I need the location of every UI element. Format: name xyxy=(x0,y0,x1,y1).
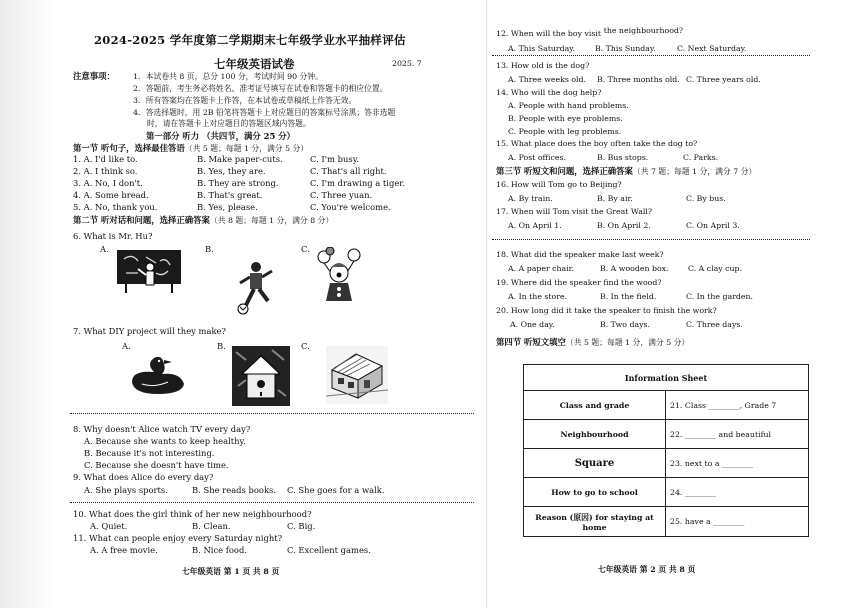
q1-option-b: B. Make paper-cuts. xyxy=(197,154,283,164)
q8-question: 8. Why doesn't Alice watch TV every day? xyxy=(73,424,251,434)
q17-question: 17. When will Tom visit the Great Wall? xyxy=(496,207,653,216)
sec1-title: 第一节 听句子，选择最佳答语 xyxy=(73,143,185,153)
q15-question: 15. What place does the boy often take the dog to? xyxy=(496,139,698,148)
row-label-square: Square xyxy=(524,449,666,478)
q18-option-a: A. A paper chair. xyxy=(508,264,575,273)
sec4-heading xyxy=(496,336,689,348)
exam-date: 2025. 7 xyxy=(392,59,422,68)
q18-option-c: C. A clay cup. xyxy=(688,264,743,273)
information-sheet-table xyxy=(523,364,809,537)
page-divider xyxy=(486,0,487,608)
row-value-23: 23. next to a ________ xyxy=(666,449,809,478)
q17-option-a: A. On April 1. xyxy=(508,221,562,230)
q2-option-a: 2. A. I think so. xyxy=(73,166,138,176)
q16-option-c: C. By bus. xyxy=(686,194,726,203)
exam-title: 2024-2025 学年度第二学期期末七年级学业水平抽样评估 xyxy=(94,33,406,47)
q1-option-c: C. I'm busy. xyxy=(310,154,359,164)
q12-option-c: C. Next Saturday. xyxy=(677,44,747,53)
sec3-heading xyxy=(496,165,756,177)
row-label-neighbourhood: Neighbourhood xyxy=(524,420,666,449)
q12-text-a: 12. When will the boy visit xyxy=(496,29,602,38)
q14-question: 14. Who will the dog help? xyxy=(496,88,602,97)
q20-option-b: B. Two days. xyxy=(600,320,650,329)
wooden-duck-picture xyxy=(126,352,188,398)
q17-option-b: B. On April 2. xyxy=(597,221,651,230)
q14-option-c: C. People with leg problems. xyxy=(508,127,622,136)
q6-question: 6. What is Mr. Hu? xyxy=(73,231,153,241)
q12-text-b: the neighbourhood? xyxy=(603,26,684,35)
sec3-title: 第三节 听短文和问题，选择正确答案 xyxy=(496,166,633,176)
q16-option-a: A. By train. xyxy=(508,194,553,203)
page2-footer: 七年级英语 第 2 页 共 8 页 xyxy=(598,565,696,574)
q5-option-b: B. Yes, please. xyxy=(197,202,258,212)
page2-separator-1 xyxy=(492,55,810,56)
q15-option-a: A. Post offices. xyxy=(508,153,567,162)
q9-option-c: C. She goes for a walk. xyxy=(287,485,385,495)
q6-label-a: A. xyxy=(100,244,109,254)
row-value-22: 22. ________ and beautiful xyxy=(666,420,809,449)
birdhouse-picture xyxy=(232,346,290,406)
q16-option-b: B. By air. xyxy=(597,194,633,203)
q7-label-b: B. xyxy=(217,341,226,351)
q11-option-c: C. Excellent games. xyxy=(287,545,371,555)
q20-option-c: C. Three days. xyxy=(686,320,743,329)
q3-option-a: 3. A. No, I don't. xyxy=(73,178,143,188)
q16-question: 16. How will Tom go to Beijing? xyxy=(496,180,622,189)
q19-option-b: B. In the field. xyxy=(600,292,657,301)
q6-label-c: C. xyxy=(301,244,310,254)
table-row xyxy=(524,478,809,507)
row-value-21: 21. Class ________, Grade 7 xyxy=(666,391,809,420)
q2-option-c: C. That's all right. xyxy=(310,166,387,176)
note-3: 3．所有答案均在答题卡上作答，在本试卷或草稿纸上作答无效。 xyxy=(133,96,357,105)
q10-option-a: A. Quiet. xyxy=(90,521,128,531)
q3-option-b: B. They are strong. xyxy=(197,178,279,188)
page2-separator-2 xyxy=(492,239,810,240)
page1-separator xyxy=(70,413,474,414)
q19-question: 19. Where did the speaker find the wood? xyxy=(496,278,662,287)
q18-option-b: B. A wooden box. xyxy=(600,264,669,273)
q1-option-a: 1. A. I'd like to. xyxy=(73,154,138,164)
sec2-score: （共 8 题；每题 1 分，满分 8 分） xyxy=(209,216,334,225)
q4-option-a: 4. A. Some bread. xyxy=(73,190,149,200)
q3-option-c: C. I'm drawing a tiger. xyxy=(310,178,406,188)
notes-label: 注意事项： xyxy=(73,71,115,81)
clown-picture xyxy=(316,247,362,307)
table-row xyxy=(524,420,809,449)
q12-option-b: B. This Sunday. xyxy=(595,44,656,53)
row-label-reason: Reason (原因) for staying at home xyxy=(524,507,666,537)
q5-option-c: C. You're welcome. xyxy=(310,202,391,212)
binding-margin xyxy=(0,0,55,608)
q8-option-b: B. Because it's not interesting. xyxy=(84,448,215,458)
q13-question: 13. How old is the dog? xyxy=(496,61,590,70)
exam-subtitle: 七年级英语试卷 xyxy=(214,57,295,71)
q18-question: 18. What did the speaker make last week? xyxy=(496,250,664,259)
q19-option-a: A. In the store. xyxy=(508,292,568,301)
q10-option-c: C. Big. xyxy=(287,521,316,531)
q10-question: 10. What does the girl think of her new neighbourhood? xyxy=(73,509,312,519)
q5-option-a: 5. A. No, thank you. xyxy=(73,202,158,212)
q7-label-c: C. xyxy=(301,341,310,351)
note-5: 时，请在答题卡上对应题目的答题区域内答题。 xyxy=(147,119,311,128)
q9-option-b: B. She reads books. xyxy=(192,485,276,495)
row-value-24: 24. ________ xyxy=(666,478,809,507)
sec4-score: （共 5 题；每题 1 分，满分 5 分） xyxy=(565,338,690,347)
q7-label-a: A. xyxy=(122,341,131,351)
q9-question: 9. What does Alice do every day? xyxy=(73,472,214,482)
q20-option-a: A. One day. xyxy=(510,320,555,329)
note-2: 2．答题前，考生务必将姓名、准考证号填写在试卷和答题卡的相应位置。 xyxy=(133,84,388,93)
q12-option-a: A. This Saturday. xyxy=(508,44,576,53)
q19-option-c: C. In the garden. xyxy=(686,292,753,301)
table-header: Information Sheet xyxy=(524,365,809,391)
sec1-score: （共 5 题；每题 1 分，满分 5 分） xyxy=(184,144,309,153)
q11-option-b: B. Nice food. xyxy=(192,545,248,555)
table-row xyxy=(524,507,809,537)
q8-option-c: C. Because she doesn't have time. xyxy=(84,460,229,470)
q2-option-b: B. Yes, they are. xyxy=(197,166,266,176)
q12-question xyxy=(496,28,683,38)
football-player-picture xyxy=(232,259,278,315)
part1-heading: 第一部分 听力 （共四节，满分 25 分） xyxy=(146,131,295,141)
sec3-score: （共 7 题；每题 1 分，满分 7 分） xyxy=(632,167,757,176)
q13-option-c: C. Three years old. xyxy=(686,75,761,84)
q15-option-c: C. Parks. xyxy=(683,153,719,162)
q17-option-c: C. On April 3. xyxy=(686,221,740,230)
table-row xyxy=(524,449,809,478)
row-value-25: 25. have a ________ xyxy=(666,507,809,537)
q20-question: 20. How long did it take the speaker to finish the work? xyxy=(496,306,717,315)
model-house-picture xyxy=(326,346,388,404)
q4-option-b: B. That's great. xyxy=(197,190,263,200)
sec1-heading xyxy=(73,142,308,154)
sec4-title: 第四节 听短文填空 xyxy=(496,337,566,347)
q8-option-a: A. Because she wants to keep healthy. xyxy=(84,436,246,446)
sec2-title: 第二节 听对话和问题，选择正确答案 xyxy=(73,215,210,225)
q13-option-a: A. Three weeks old. xyxy=(508,75,587,84)
sec2-heading xyxy=(73,214,333,226)
table-header-row xyxy=(524,365,809,391)
row-label-class-grade: Class and grade xyxy=(524,391,666,420)
note-1: 1．本试卷共 8 页，总分 100 分，考试时间 90 分钟。 xyxy=(133,72,323,81)
note-4: 4．答选择题时，用 2B 铅笔将答题卡上对应题目的答案标号涂黑；答非选题 xyxy=(133,108,396,117)
q6-label-b: B. xyxy=(205,244,214,254)
q7-question: 7. What DIY project will they make? xyxy=(73,326,226,336)
q11-option-a: A. A free movie. xyxy=(90,545,158,555)
q14-option-a: A. People with hand problems. xyxy=(508,101,629,110)
q13-option-b: B. Three months old. xyxy=(597,75,680,84)
teacher-blackboard-picture xyxy=(116,249,182,293)
row-label-how-to-school: How to go to school xyxy=(524,478,666,507)
q15-option-b: B. Bus stops. xyxy=(597,153,649,162)
q4-option-c: C. Three yuan. xyxy=(310,190,373,200)
page1-footer: 七年级英语 第 1 页 共 8 页 xyxy=(182,567,280,576)
q14-option-b: B. People with eye problems. xyxy=(508,114,623,123)
q9-option-a: A. She plays sports. xyxy=(84,485,168,495)
q11-question: 11. What can people enjoy every Saturday night? xyxy=(73,533,283,543)
q10-option-b: B. Clean. xyxy=(192,521,231,531)
page1-separator-2 xyxy=(70,502,474,503)
table-row xyxy=(524,391,809,420)
